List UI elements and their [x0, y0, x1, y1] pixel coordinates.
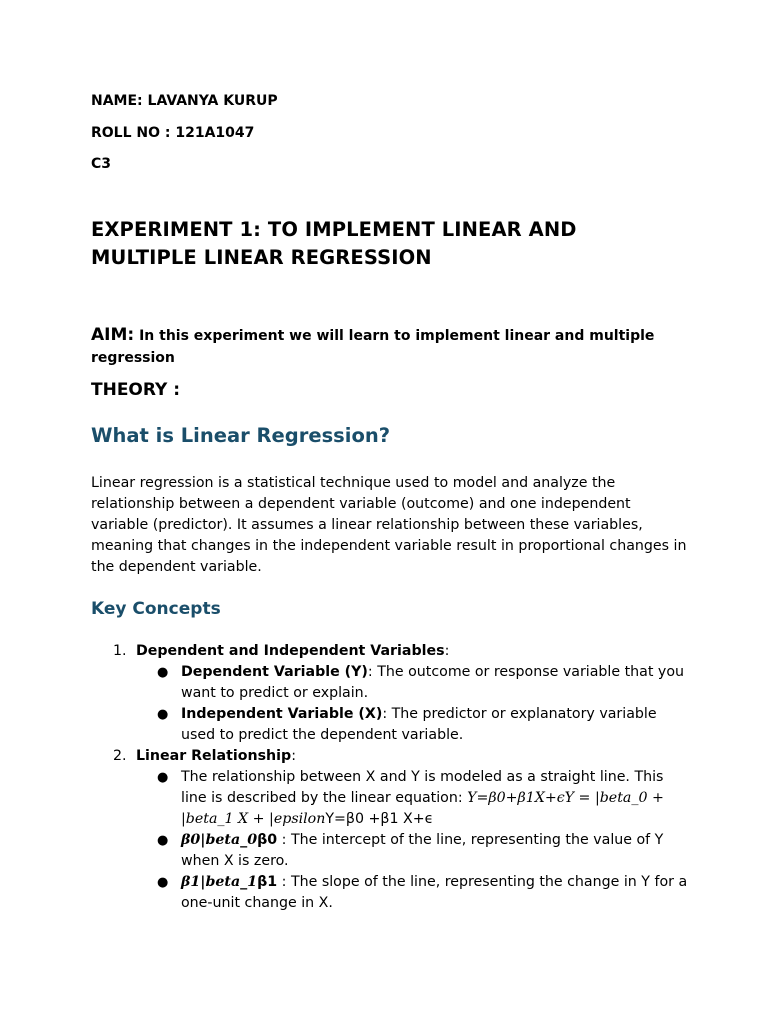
aim-paragraph [91, 324, 691, 369]
key-concepts-heading: Key Concepts [91, 599, 221, 619]
definition: : The predictor or explanatory variable used to predict the dependent variable. [181, 706, 657, 743]
student-name: NAME: LAVANYA KURUP [91, 93, 278, 109]
bullet-icon: ● [157, 665, 169, 680]
document-page [91, 92, 691, 914]
list-item [91, 746, 691, 914]
concept-title: Linear Relationship [136, 748, 292, 764]
slope-symbol: β1 [257, 874, 278, 890]
list-item [136, 872, 691, 914]
aim-label: AIM: [91, 325, 135, 345]
concept-suffix: : [444, 643, 450, 659]
definition: The relationship between X and Y is modeled as a straight line. This line is described by the linear equation: [181, 769, 664, 806]
concept-title: Dependent and Independent Variables [136, 643, 445, 659]
list-item [136, 662, 691, 704]
list-item [136, 830, 691, 872]
sub-list [136, 767, 691, 914]
definition: : The intercept of the line, representing the value of Y when X is zero. [181, 832, 664, 869]
equation-math: Y=β0+β1X+ϵY = |beta_0 + |beta_1 X + |epsilon [181, 790, 664, 827]
intercept-symbol-math: β0|beta_0 [181, 832, 258, 848]
bullet-icon: ● [157, 707, 169, 722]
list-item [91, 641, 691, 746]
list-item [136, 704, 691, 746]
section-heading: What is Linear Regression? [91, 424, 391, 447]
roll-number: ROLL NO : 121A1047 [91, 125, 255, 141]
class-code: C3 [91, 156, 112, 172]
aim-text: In this experiment we will learn to implement linear and multiple regression [91, 328, 655, 366]
list-number: 1. [113, 643, 127, 659]
term: Dependent Variable (Y) [181, 664, 368, 680]
theory-heading: THEORY : [91, 380, 181, 400]
experiment-title-line1: EXPERIMENT 1: TO IMPLEMENT LINEAR AND [91, 218, 577, 241]
slope-symbol-math: β1|beta_1 [181, 874, 258, 890]
intercept-symbol: β0 [257, 832, 278, 848]
definition: : The outcome or response variable that you want to predict or explain. [181, 664, 684, 701]
equation-plain: Y=β0 +β1 X+ϵ [325, 811, 434, 827]
bullet-icon: ● [157, 770, 169, 785]
list-number: 2. [113, 748, 127, 764]
term: Independent Variable (X) [181, 706, 383, 722]
list-item [136, 767, 691, 830]
bullet-icon: ● [157, 875, 169, 890]
concepts-list [91, 641, 691, 914]
intro-paragraph: Linear regression is a statistical technique used to model and analyze the relationship between a dependent variable (outcome) and one independent variable (predictor). It assumes a linear relationship between these variables, meaning that changes in the independent variable result in proportional changes in the dependent variable. [91, 475, 687, 575]
bullet-icon: ● [157, 833, 169, 848]
experiment-title [91, 216, 691, 272]
definition: : The slope of the line, representing the change in Y for a one-unit change in X. [181, 874, 688, 911]
sub-list [136, 662, 691, 746]
experiment-title-line2: MULTIPLE LINEAR REGRESSION [91, 246, 432, 269]
concept-suffix: : [291, 748, 296, 764]
